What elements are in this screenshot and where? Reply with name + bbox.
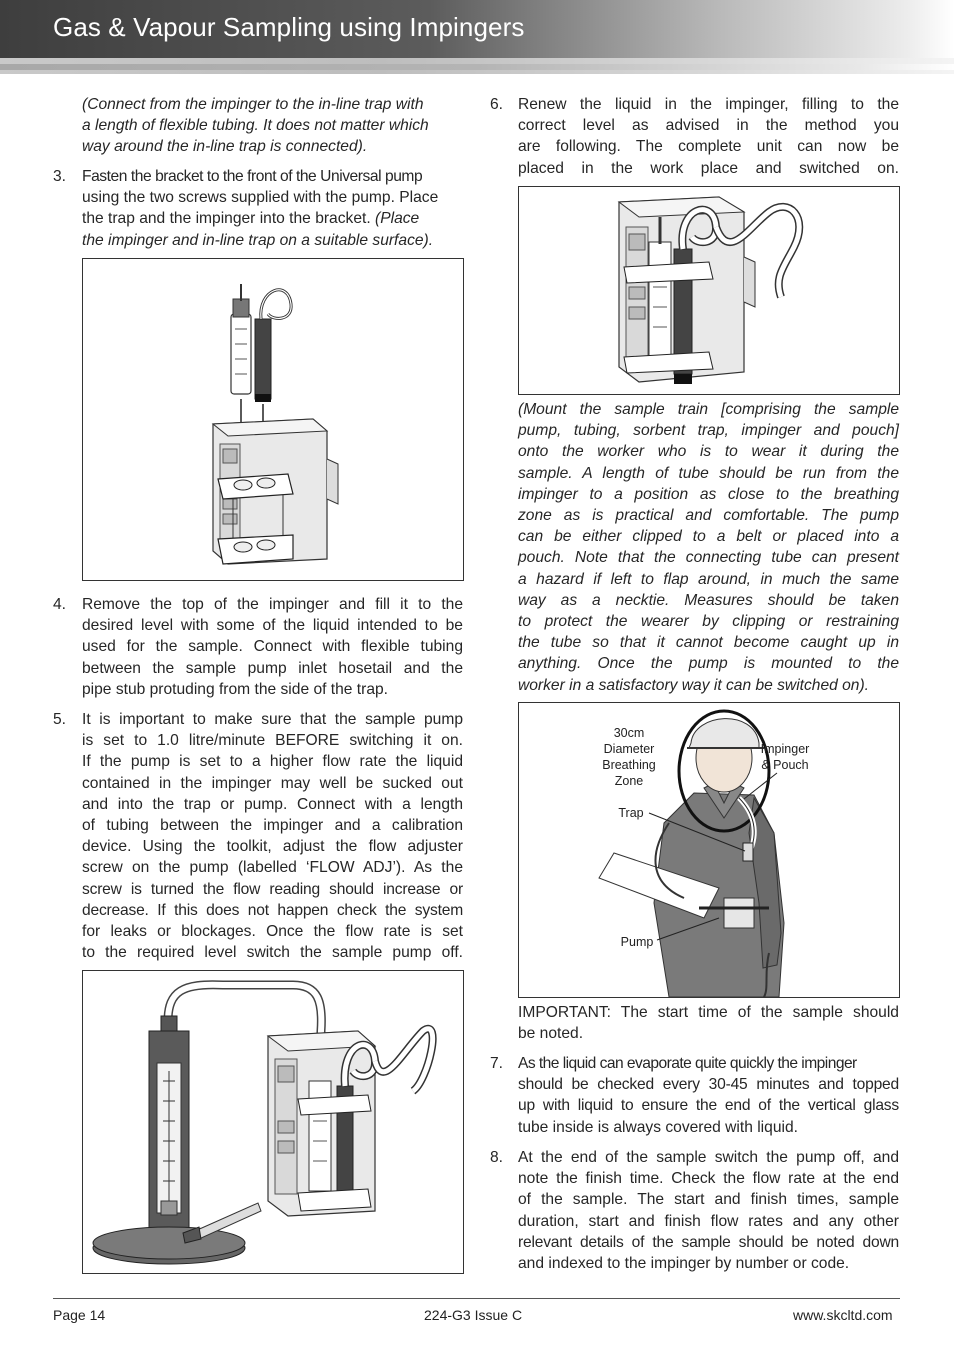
- label-line: & Pouch: [761, 758, 809, 772]
- step-5-line: decrease. If this does not happen check the system: [82, 901, 463, 919]
- complete-unit-illustration: [519, 187, 899, 394]
- step-6-line: placed in the work place and switched on.: [518, 159, 899, 177]
- step-3-line-italic: (Place: [375, 210, 420, 228]
- footer-document-id: 224-G3 Issue C: [424, 1307, 523, 1323]
- step-5-line: screw is turned the flow reading should increase or: [82, 880, 463, 898]
- step-3-number: 3.: [53, 168, 67, 185]
- step-7-line: should be checked every 30-45 minutes and topped: [518, 1076, 899, 1094]
- label-breathing-zone: [597, 725, 661, 789]
- bracket-assembly-illustration: [83, 259, 463, 580]
- label-impinger-pouch: [753, 741, 817, 773]
- page-title: Gas & Vapour Sampling using Impingers: [53, 12, 525, 42]
- step-5-line: to the required level switch the sample pump off.: [82, 944, 463, 962]
- important-line: be noted.: [518, 1025, 584, 1043]
- label-line: Breathing: [602, 758, 656, 772]
- mount-note-line: onto the worker who is to wear it during the: [518, 443, 899, 461]
- step-5-line: If the pump is set to a higher flow rate the liquid: [82, 753, 463, 771]
- step-3-line-plain: the trap and the impinger into the bracket.: [82, 210, 371, 228]
- mount-note: [518, 399, 899, 696]
- footer-website-link[interactable]: www.skcltd.com: [793, 1307, 893, 1323]
- page-header-bar: [0, 0, 954, 58]
- step-4-text: [82, 594, 463, 700]
- step-4-line: used for the sample. Connect with flexible tubing: [82, 638, 463, 656]
- mount-note-line: a hazard if left to flap around, in much the same: [518, 570, 899, 588]
- label-trap: Trap: [618, 806, 644, 820]
- header-strip-inner: [0, 64, 954, 70]
- intro-note: [82, 94, 463, 158]
- step-6-line: are following. The complete unit can now be: [518, 138, 899, 156]
- step-4-number: 4.: [53, 596, 67, 613]
- step-8-line: At the end of the sample switch the pump off, and: [518, 1149, 899, 1166]
- step-8-line: relevant details of the sample should be noted down: [518, 1233, 899, 1251]
- step-4-line: between the sample pump inlet hosetail and the: [82, 659, 463, 677]
- step-5-line: is set to 1.0 litre/minute BEFORE switching it on.: [82, 732, 463, 750]
- step-3-line: the impinger and in-line trap on a suitable surface).: [82, 231, 434, 249]
- step-5-line: device. Using the toolkit, adjust the flow adjuster: [82, 838, 463, 856]
- intro-note-line: a length of flexible tubing. It does not matter which: [82, 117, 429, 135]
- step-8-line: note the finish time. Check the flow rate at the end: [518, 1170, 899, 1188]
- step-6-line: Renew the liquid in the impinger, filling to the: [518, 96, 899, 113]
- mount-note-line: sample. A length of tube should be run from the: [518, 464, 899, 482]
- intro-note-line: (Connect from the impinger to the in-line trap with: [82, 96, 424, 113]
- step-5-line: contained in the impinger may well be sucked out: [82, 774, 463, 792]
- step-7-line: As the liquid can evaporate quite quickly the impinger: [518, 1055, 857, 1072]
- mount-note-line: the tube so that it cannot become caught up in: [518, 634, 899, 652]
- figure-bracket-assembly: [82, 258, 464, 581]
- figure-calibration-setup: [82, 970, 464, 1274]
- important-note: [518, 1002, 899, 1044]
- mount-note-line: anything. Once the pump is mounted to the: [518, 655, 899, 673]
- label-pump: Pump: [620, 935, 654, 949]
- figure-worker: [518, 702, 900, 998]
- step-6-text: [518, 94, 899, 179]
- step-8-text: [518, 1147, 899, 1274]
- step-5-line: screw on the pump (labelled ‘FLOW ADJ’). As the: [82, 859, 463, 877]
- step-4-line: pipe stub protuding from the side of the trap.: [82, 680, 388, 698]
- step-3-line: [82, 208, 463, 229]
- step-7-text: [518, 1053, 899, 1138]
- step-5-number: 5.: [53, 711, 67, 728]
- step-8-line: duration, start and finish flow rates and any other: [518, 1212, 899, 1230]
- step-4-line: desired level with some of the liquid intended to be: [82, 617, 463, 635]
- step-5-line: of tubing between the impinger and a calibration: [82, 817, 463, 835]
- mount-note-line: pouch. Note that the connecting tube can present: [518, 549, 899, 567]
- worker-illustration: [519, 703, 899, 997]
- important-line: IMPORTANT: The start time of the sample should: [518, 1004, 899, 1021]
- step-7-number: 7.: [490, 1055, 504, 1072]
- step-3-line: using the two screws supplied with the pump. Place: [82, 189, 439, 207]
- step-5-line: and into the trap or pump. Connect with a length: [82, 795, 463, 813]
- label-line: Diameter: [603, 742, 655, 756]
- step-6-number: 6.: [490, 96, 504, 113]
- step-3-text: [82, 166, 463, 251]
- step-6-line: correct level as advised in the method you: [518, 117, 899, 135]
- mount-note-line: worker in a satisfactory way it can be switched on).: [518, 676, 870, 694]
- mount-note-line: to protect the wearer by clipping or restraining: [518, 613, 899, 631]
- step-8-number: 8.: [490, 1149, 504, 1166]
- step-5-line: for leaks or blockages. Once the flow rate is set: [82, 923, 463, 941]
- calibration-setup-illustration: [83, 971, 463, 1273]
- label-line: Impinger: [760, 742, 810, 756]
- mount-note-line: (Mount the sample train [comprising the sample: [518, 401, 899, 418]
- step-8-line: of the sample. The start and finish times, sample: [518, 1191, 899, 1209]
- step-5-text: [82, 709, 463, 963]
- footer-divider: [53, 1298, 900, 1299]
- label-line: 30cm: [613, 726, 645, 740]
- label-line: Zone: [614, 774, 644, 788]
- step-7-line: up with liquid to ensure the end of the vertical glass: [518, 1097, 899, 1115]
- intro-note-line: way around the in-line trap is connected).: [82, 138, 368, 156]
- mount-note-line: way as a necktie. Measures should be taken: [518, 591, 899, 609]
- mount-note-line: pump, tubing, sorbent trap, impinger and pouch]: [518, 422, 899, 440]
- footer-page-number: Page 14: [53, 1307, 106, 1323]
- mount-note-line: impinger to a position as close to the breathing: [518, 485, 899, 503]
- mount-note-line: zone as is practical and comfortable. The pump: [518, 507, 899, 525]
- step-4-line: Remove the top of the impinger and fill it to the: [82, 596, 463, 613]
- mount-note-line: can be either clipped to a belt or placed into a: [518, 528, 899, 546]
- step-5-line: It is important to make sure that the sample pump: [82, 711, 463, 728]
- step-7-line: tube inside is always covered with liquid.: [518, 1118, 798, 1136]
- step-8-line: and indexed to the impinger by number or code.: [518, 1255, 850, 1273]
- step-3-line: Fasten the bracket to the front of the Universal pump: [82, 168, 423, 185]
- figure-complete-unit: [518, 186, 900, 395]
